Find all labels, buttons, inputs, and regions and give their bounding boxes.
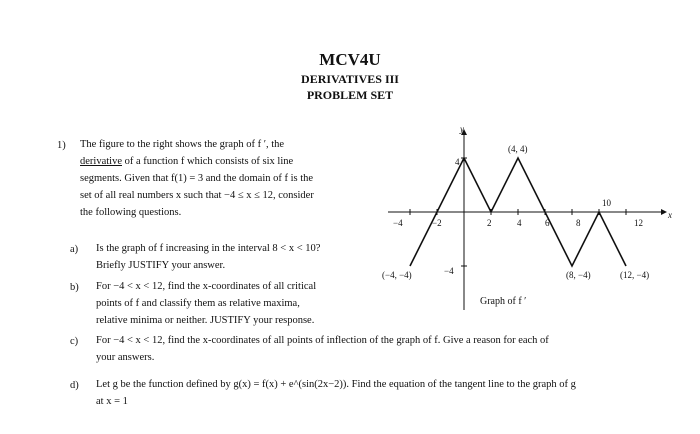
- point-label: (4, 4): [508, 144, 528, 154]
- x-tick-label: 8: [576, 218, 581, 228]
- y-axis-label: y: [460, 124, 464, 134]
- derivative-graph: [380, 122, 680, 318]
- part-d-label: d): [70, 380, 79, 391]
- x-tick-label: 12: [634, 218, 643, 228]
- part-b-text: For −4 < x < 12, find the x-coordinates of all critical points of f and classify them as relative maxima, relative minima or neither. JUSTIFY your response.: [96, 281, 317, 326]
- part-a-text: Is the graph of f increasing in the interval 8 < x < 10? Briefly JUSTIFY your answer.: [96, 243, 321, 271]
- x-tick-label: 6: [545, 218, 550, 228]
- y-tick-label: −4: [444, 266, 454, 276]
- point-label: (12, −4): [620, 270, 650, 280]
- point-label: (8, −4): [566, 270, 591, 280]
- x-axis-label: x: [668, 210, 672, 220]
- part-d-text: Let g be the function defined by g(x) = f(x) + e^(sin(2x−2)). Find the equation of the tangent line to the graph of g at x = 1: [96, 379, 576, 407]
- x-tick-label: 4: [517, 218, 522, 228]
- unit-title: DERIVATIVES III: [301, 72, 399, 86]
- question-1-number: 1): [57, 140, 66, 151]
- page-title: MCV4U: [319, 50, 381, 69]
- part-c-text: For −4 < x < 12, find the x-coordinates of all points of inflection of the graph of f. Give a reason for each of your answers.: [96, 335, 549, 363]
- x-tick-label: 2: [487, 218, 492, 228]
- question-1-text: The figure to the right shows the graph of f ′, the derivative of a function f which consists of six line segments. Given that f(1) = 3 and the domain of f is the set of all real numbers x such that −4 ≤ x ≤ 12, consider the following questions.: [80, 139, 314, 218]
- set-title: PROBLEM SET: [306, 88, 394, 102]
- part-c-label: c): [70, 336, 79, 347]
- x-tick-label: 10: [602, 198, 611, 208]
- graph-caption: Graph of f ′: [480, 296, 527, 307]
- point-label: (−4, −4): [382, 270, 412, 280]
- x-tick-label: −4: [393, 218, 403, 228]
- part-b-label: b): [70, 282, 79, 293]
- y-tick-label: 4: [455, 157, 460, 167]
- x-tick-label: −2: [432, 218, 442, 228]
- part-a-label: a): [70, 244, 79, 255]
